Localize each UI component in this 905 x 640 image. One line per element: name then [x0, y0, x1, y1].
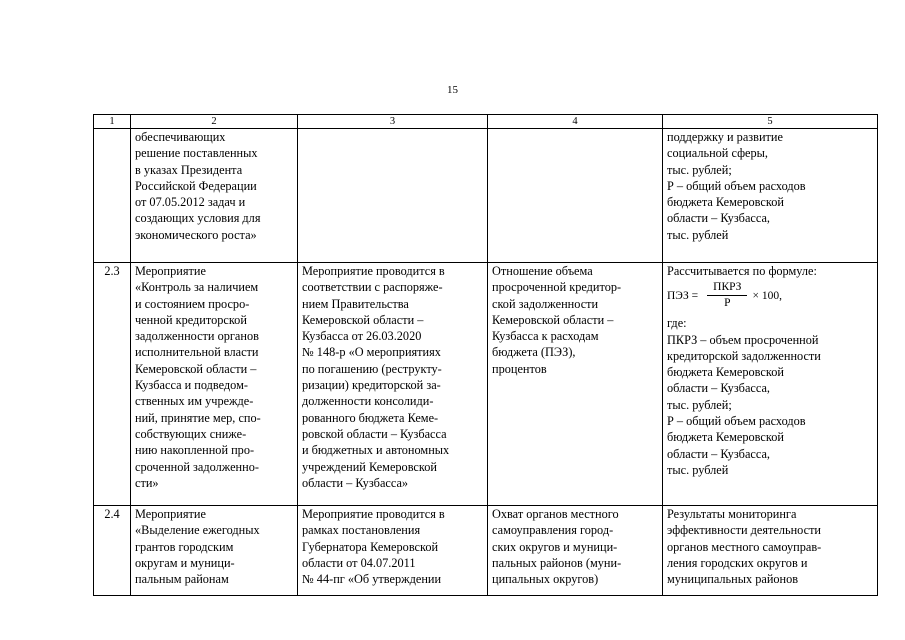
cell-line: ченной кредиторской	[135, 312, 247, 327]
cell-line: тыс. рублей	[667, 227, 729, 242]
cell-line: нию накопленной про-	[135, 443, 255, 458]
cell-line: учреждений Кемеровской	[302, 459, 437, 474]
activity-name-cell	[131, 263, 298, 506]
cell-line: Мероприятие проводится в	[302, 264, 445, 278]
cell-line: рованного бюджета Кеме-	[302, 410, 439, 425]
cell-line: Отношение объема	[492, 264, 593, 278]
cell-line: Мероприятие	[135, 264, 206, 278]
cell-line: муниципальных районов	[667, 572, 799, 587]
cell-line: области – Кузбасса,	[667, 446, 770, 461]
calculation-method-cell	[663, 263, 878, 506]
cell-line: Кемеровской области –	[492, 312, 614, 327]
column-header-4: 4	[488, 115, 663, 129]
cell-line: самоуправления город-	[492, 523, 614, 538]
cell-line: сти»	[135, 475, 159, 490]
cell-line: пальным районам	[135, 572, 229, 587]
cell-line: нием Правительства	[302, 296, 409, 311]
cell-line: ний, принятие мер, спо-	[135, 410, 261, 425]
calculation-method-cell	[663, 129, 878, 263]
cell-line: области – Кузбасса,	[667, 211, 770, 226]
cell-line: ровской области – Кузбасса	[302, 426, 447, 441]
cell-line: Мероприятие проводится в	[302, 507, 445, 521]
program-table	[93, 114, 878, 596]
cell-line: в указах Президента	[135, 162, 243, 177]
cell-line: Губернатора Кемеровской	[302, 539, 439, 554]
cell-line: округам и муници-	[135, 555, 235, 570]
table-row	[94, 129, 878, 263]
column-header-5: 5	[663, 115, 878, 129]
cell-line: где:	[667, 316, 687, 331]
cell-line: № 148-р «О мероприятиях	[302, 345, 441, 360]
legal-basis-cell	[298, 129, 488, 263]
cell-line: создающих условия для	[135, 211, 261, 226]
cell-line: бюджета Кемеровской	[667, 365, 784, 380]
activity-name-cell	[131, 129, 298, 263]
table-row	[94, 506, 878, 596]
column-header-3: 3	[298, 115, 488, 129]
cell-line: бюджета (ПЭЗ),	[492, 345, 576, 360]
cell-line: Охват органов местного	[492, 507, 619, 521]
row-number: 2.4	[94, 506, 131, 596]
cell-line: Результаты мониторинга	[667, 507, 797, 521]
cell-line: «Выделение ежегодных	[135, 523, 260, 538]
legal-basis-cell	[298, 263, 488, 506]
cell-line: ственных им учрежде-	[135, 394, 254, 409]
cell-line: поддержку и развитие	[667, 130, 783, 144]
cell-line: Российской Федерации	[135, 178, 257, 193]
indicator-cell	[488, 263, 663, 506]
column-header-1: 1	[94, 115, 131, 129]
cell-line: бюджета Кемеровской	[667, 195, 784, 210]
cell-line: бюджета Кемеровской	[667, 430, 784, 445]
cell-line: грантов городским	[135, 539, 234, 554]
cell-line: Кузбасса к расходам	[492, 329, 599, 344]
calculation-method-cell	[663, 506, 878, 596]
column-header-2: 2	[131, 115, 298, 129]
cell-line: Рассчитывается по формуле:	[667, 264, 817, 278]
cell-line: долженности консолиди-	[302, 394, 434, 409]
formula-denominator: Р	[724, 297, 731, 310]
cell-line: Р – общий объем расходов	[667, 414, 806, 429]
table-row	[94, 263, 878, 506]
cell-line: Кемеровской области –	[302, 312, 424, 327]
cell-line: ских округов и муници-	[492, 539, 618, 554]
cell-line: рамках постановления	[302, 523, 421, 538]
cell-line: органов местного самоупрaв-	[667, 539, 822, 554]
cell-line: Кемеровской области –	[135, 361, 257, 376]
cell-line: эффективности деятельности	[667, 523, 822, 538]
table-body	[94, 115, 878, 596]
legal-basis-cell	[298, 506, 488, 596]
cell-line: кредиторской задолженности	[667, 348, 821, 363]
cell-line: области – Кузбасса,	[667, 381, 770, 396]
row-number: 2.3	[94, 263, 131, 506]
cell-line: по погашению (реструкту-	[302, 361, 442, 376]
cell-line: Кузбасса и подведом-	[135, 378, 248, 393]
cell-line: и бюджетных и автономных	[302, 443, 450, 458]
cell-line: задолженности органов	[135, 329, 259, 344]
cell-line: ципальных округов)	[492, 572, 599, 587]
indicator-cell	[488, 129, 663, 263]
formula-numerator: ПКРЗ	[707, 280, 747, 296]
cell-line: тыс. рублей;	[667, 162, 732, 177]
cell-line: № 44-пг «Об утверждении	[302, 572, 442, 587]
cell-line: решение поставленных	[135, 146, 258, 161]
cell-line: области от 04.07.2011	[302, 555, 416, 570]
cell-line: ризации) кредиторской за-	[302, 378, 441, 393]
cell-line: собствующих сниже-	[135, 426, 247, 441]
formula-lhs: ПЭЗ =	[667, 289, 699, 302]
cell-line: Р – общий объем расходов	[667, 178, 806, 193]
activity-name-cell	[131, 506, 298, 596]
cell-line: от 07.05.2012 задач и	[135, 195, 246, 210]
cell-line: области – Кузбасса»	[302, 475, 409, 490]
cell-line: тыс. рублей	[667, 462, 729, 477]
cell-line: и состоянием просро-	[135, 296, 250, 311]
cell-line: тыс. рублей;	[667, 397, 732, 412]
cell-line: пальных районов (муни-	[492, 555, 622, 570]
formula-rhs: × 100,	[752, 289, 782, 302]
page-number: 15	[447, 84, 458, 96]
cell-line: исполнительной власти	[135, 345, 259, 360]
cell-line: социальной сферы,	[667, 146, 768, 161]
cell-line: «Контроль за наличием	[135, 280, 259, 295]
cell-line: ской задолженности	[492, 296, 599, 311]
cell-line: Кузбасса от 26.03.2020	[302, 329, 422, 344]
cell-line: ления городских округов и	[667, 555, 808, 570]
formula-fraction	[707, 280, 747, 311]
cell-line: Мероприятие	[135, 507, 206, 521]
cell-line: процентов	[492, 361, 547, 376]
indicator-cell	[488, 506, 663, 596]
formula	[667, 280, 874, 311]
cell-line: экономического роста»	[135, 227, 257, 242]
cell-line: ПКРЗ – объем просроченной	[667, 332, 819, 347]
cell-line: просроченной кредитор-	[492, 280, 622, 295]
cell-line: сроченной задолженно-	[135, 459, 259, 474]
cell-line: обеспечивающих	[135, 130, 226, 144]
row-number	[94, 129, 131, 263]
cell-line: соответствии с распоряже-	[302, 280, 443, 295]
table-header-row	[94, 115, 878, 129]
